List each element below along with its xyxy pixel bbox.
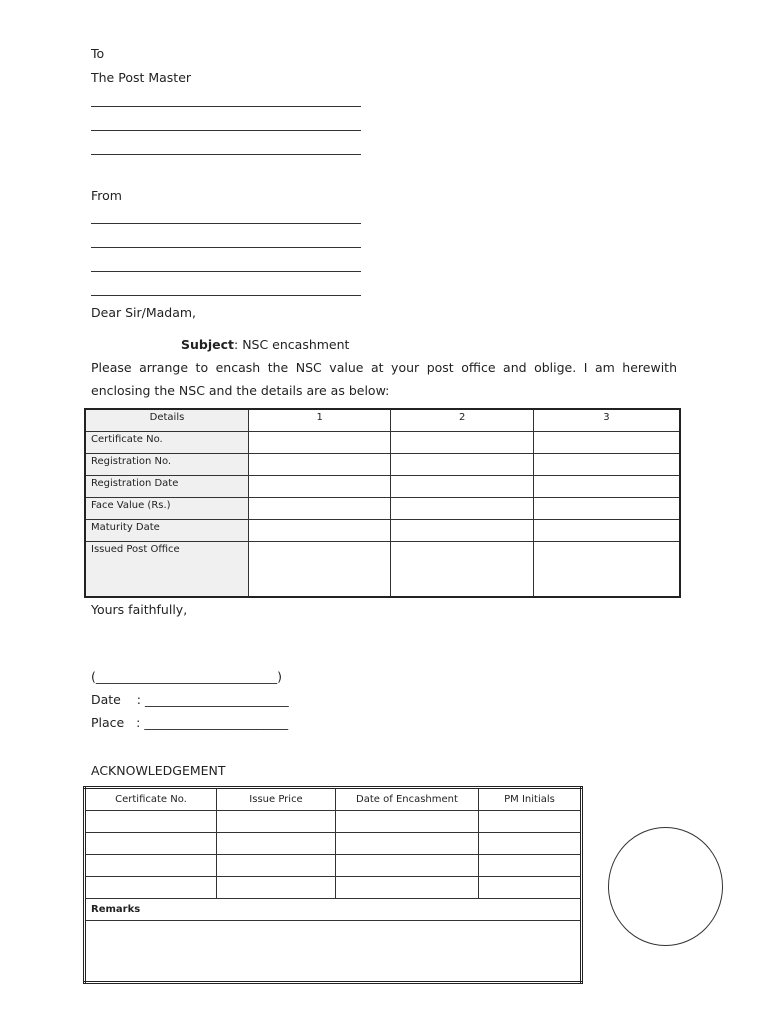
table-cell[interactable]: [217, 811, 336, 833]
body-line-2: enclosing the NSC and the details are as below:: [91, 383, 390, 398]
table-cell[interactable]: [533, 542, 680, 598]
table-cell[interactable]: [391, 476, 533, 498]
table-cell[interactable]: [249, 542, 391, 598]
from-blank-line: [91, 247, 361, 248]
table-row: [85, 542, 680, 598]
table-cell[interactable]: [336, 833, 479, 855]
table-cell[interactable]: [533, 454, 680, 476]
row-label-registration-date: Registration Date: [85, 476, 249, 498]
table-cell[interactable]: [336, 811, 479, 833]
signature-line: (_____________________________): [91, 669, 283, 684]
from-blank-line: [91, 271, 361, 272]
column-3-header: 3: [533, 409, 680, 432]
row-label-certificate-no: Certificate No.: [85, 432, 249, 454]
table-cell[interactable]: [391, 432, 533, 454]
table-cell[interactable]: [249, 520, 391, 542]
table-cell[interactable]: [533, 476, 680, 498]
seal-circle: [608, 827, 723, 946]
table-cell[interactable]: [533, 498, 680, 520]
address-blank-line: [91, 106, 361, 107]
row-label-maturity-date: Maturity Date: [85, 520, 249, 542]
table-cell[interactable]: [249, 454, 391, 476]
date-of-encashment-header: Date of Encashment: [336, 788, 479, 811]
closing: Yours faithfully,: [91, 602, 188, 617]
table-cell[interactable]: [336, 877, 479, 899]
table-cell[interactable]: [533, 520, 680, 542]
table-row: [85, 855, 582, 877]
table-cell[interactable]: [336, 855, 479, 877]
table-cell[interactable]: [479, 833, 582, 855]
table-cell[interactable]: [85, 833, 217, 855]
ack-header-row: [85, 788, 582, 811]
table-cell[interactable]: [249, 498, 391, 520]
details-table: [84, 408, 681, 598]
remarks-area[interactable]: [85, 921, 582, 983]
table-row: [85, 476, 680, 498]
table-cell[interactable]: [391, 542, 533, 598]
table-row: [85, 811, 582, 833]
table-cell[interactable]: [249, 476, 391, 498]
table-row: [85, 520, 680, 542]
addressee: The Post Master: [91, 70, 192, 85]
place-line: Place : _______________________: [91, 715, 289, 730]
table-cell[interactable]: [391, 454, 533, 476]
remarks-row: [85, 899, 582, 921]
table-cell[interactable]: [391, 498, 533, 520]
certificate-no-header: Certificate No.: [85, 788, 217, 811]
table-cell[interactable]: [479, 811, 582, 833]
table-cell[interactable]: [249, 432, 391, 454]
table-cell[interactable]: [85, 811, 217, 833]
table-cell[interactable]: [391, 520, 533, 542]
salutation: Dear Sir/Madam,: [91, 305, 197, 320]
table-cell[interactable]: [217, 833, 336, 855]
subject-label: Subject: [181, 337, 234, 352]
table-cell[interactable]: [217, 855, 336, 877]
subject-sep: :: [234, 337, 243, 352]
table-row: [85, 432, 680, 454]
from-blank-line: [91, 295, 361, 296]
acknowledgement-title: ACKNOWLEDGEMENT: [91, 763, 226, 778]
body-line-1: Please arrange to encash the NSC value at your post office and oblige. I am herewith: [91, 360, 677, 375]
table-row: [85, 877, 582, 899]
details-header-row: [85, 409, 680, 432]
column-1-header: 1: [249, 409, 391, 432]
issue-price-header: Issue Price: [217, 788, 336, 811]
row-label-registration-no: Registration No.: [85, 454, 249, 476]
to-label: To: [91, 46, 105, 61]
table-cell[interactable]: [533, 432, 680, 454]
table-row: [85, 833, 582, 855]
table-cell[interactable]: [85, 855, 217, 877]
table-cell[interactable]: [217, 877, 336, 899]
remarks-label: Remarks: [85, 899, 582, 921]
address-blank-line: [91, 130, 361, 131]
remarks-area-row: [85, 921, 582, 983]
column-2-header: 2: [391, 409, 533, 432]
details-header: Details: [85, 409, 249, 432]
acknowledgement-table: [83, 786, 583, 984]
subject-line: [181, 337, 349, 352]
from-blank-line: [91, 223, 361, 224]
table-cell[interactable]: [479, 877, 582, 899]
pm-initials-header: PM Initials: [479, 788, 582, 811]
date-line: Date : _______________________: [91, 692, 289, 707]
subject-text: NSC encashment: [242, 337, 350, 352]
table-cell[interactable]: [479, 855, 582, 877]
row-label-issued-post-office: Issued Post Office: [85, 542, 249, 598]
from-label: From: [91, 188, 122, 203]
table-row: [85, 498, 680, 520]
table-cell[interactable]: [85, 877, 217, 899]
address-blank-line: [91, 154, 361, 155]
row-label-face-value: Face Value (Rs.): [85, 498, 249, 520]
table-row: [85, 454, 680, 476]
